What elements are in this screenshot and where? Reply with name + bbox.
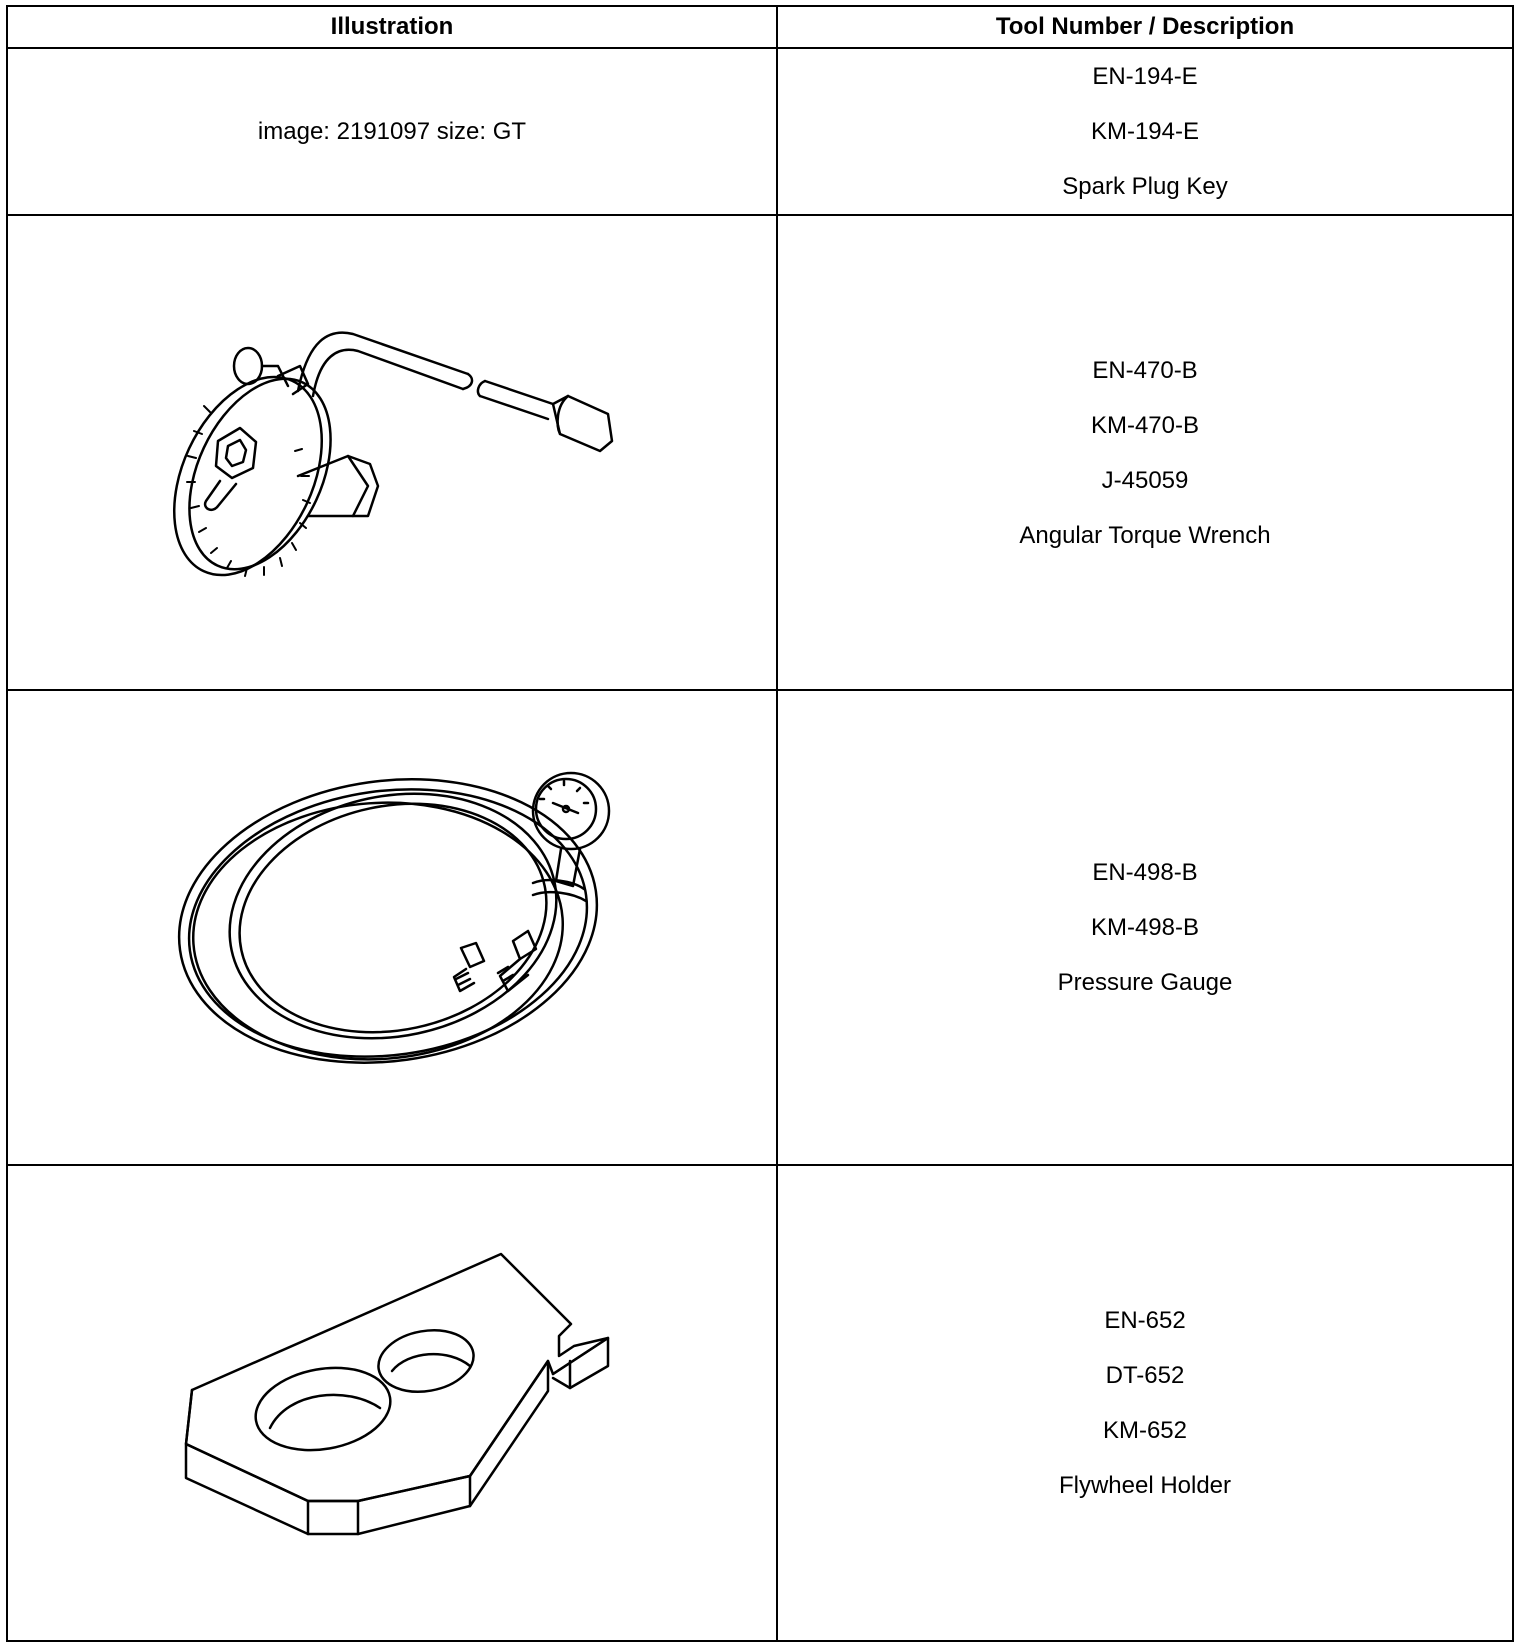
flywheel-holder-drawing	[8, 1166, 776, 1640]
tool-number: J-45059	[1101, 466, 1189, 494]
tool-number: EN-470-B	[1092, 356, 1198, 384]
description-cell	[777, 1165, 1513, 1641]
illustration-cell	[7, 48, 777, 215]
header-illustration: Illustration	[7, 6, 777, 48]
tool-number: KM-194-E	[1090, 118, 1200, 145]
tool-description: Flywheel Holder	[1058, 1472, 1232, 1499]
tool-number: EN-498-B	[1092, 859, 1198, 886]
tool-number: EN-652	[1104, 1307, 1186, 1334]
tool-number: KM-652	[1102, 1417, 1188, 1444]
tool-number: KM-498-B	[1090, 914, 1200, 941]
tool-number: DT-652	[1105, 1362, 1185, 1389]
table-row	[7, 48, 1513, 215]
description-cell	[777, 215, 1513, 690]
description-cell	[777, 48, 1513, 215]
angular-torque-wrench-drawing	[8, 216, 776, 689]
tool-description: Spark Plug Key	[1062, 173, 1228, 200]
illustration-cell	[7, 1165, 777, 1641]
description-cell	[777, 690, 1513, 1165]
image-placeholder-text: image: 2191097 size: GT	[257, 117, 527, 145]
table-row	[7, 1165, 1513, 1641]
header-tool-number: Tool Number / Description	[777, 6, 1513, 48]
header-row	[7, 6, 1513, 48]
special-tools-table	[6, 5, 1514, 1642]
table-row	[7, 215, 1513, 690]
pressure-gauge-drawing	[8, 691, 776, 1164]
tool-description: Angular Torque Wrench	[1019, 521, 1271, 549]
tool-number: EN-194-E	[1092, 63, 1198, 90]
tool-number: KM-470-B	[1090, 411, 1200, 439]
table-row	[7, 690, 1513, 1165]
tool-description: Pressure Gauge	[1057, 969, 1233, 996]
illustration-cell	[7, 690, 777, 1165]
illustration-cell	[7, 215, 777, 690]
